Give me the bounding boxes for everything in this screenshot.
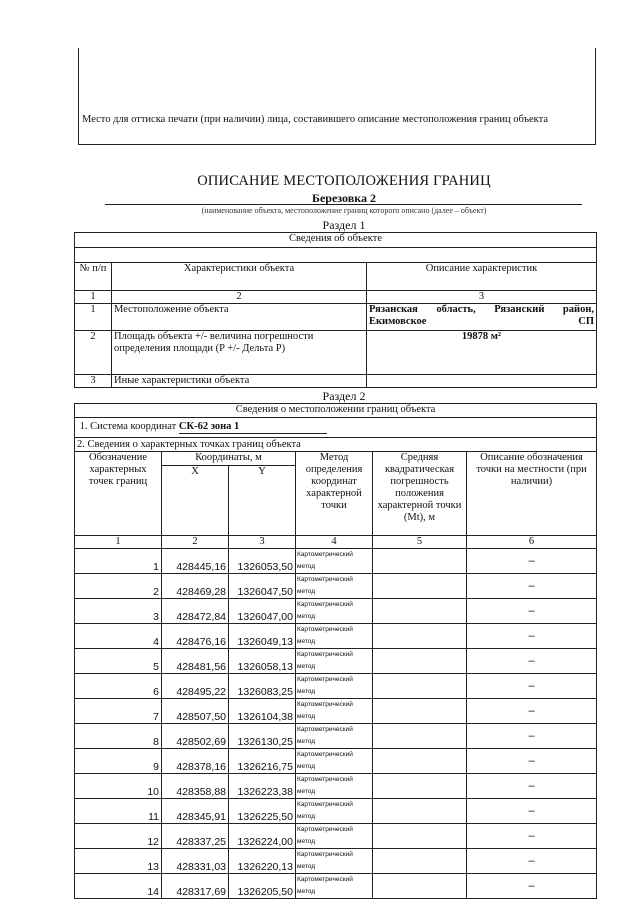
stamp-caption: Место для оттиска печати (при наличии) лица, составившего описание местоположения границ объекта <box>82 114 549 125</box>
col-x-header: X <box>162 466 229 536</box>
object-info-title: Сведения об объекте <box>75 233 597 248</box>
point-accuracy <box>373 824 467 849</box>
point-x: 428337,25 <box>162 824 229 849</box>
point-description: – <box>467 799 597 824</box>
point-description: – <box>467 549 597 574</box>
point-method: Картометрический метод <box>296 649 373 674</box>
point-x: 428358,88 <box>162 774 229 799</box>
point-description: – <box>467 749 597 774</box>
index-cell: 2 <box>162 536 229 549</box>
table-row <box>75 849 597 874</box>
point-method: Картометрический метод <box>296 874 373 899</box>
table-row <box>75 774 597 799</box>
point-method: Картометрический метод <box>296 674 373 699</box>
coord-system-row <box>75 418 597 438</box>
col-number-header: № п/п <box>75 263 112 291</box>
point-number: 11 <box>75 799 162 824</box>
point-y: 1326047,00 <box>229 599 296 624</box>
document-title: ОПИСАНИЕ МЕСТОПОЛОЖЕНИЯ ГРАНИЦ <box>197 173 491 189</box>
stamp-area <box>78 48 596 145</box>
object-caption: (наименование объекта, местоположение границ которого описано (далее – объект) <box>201 206 487 215</box>
point-x: 428472,84 <box>162 599 229 624</box>
point-x: 428507,50 <box>162 699 229 724</box>
row-number: 3 <box>75 375 112 388</box>
point-y: 1326104,38 <box>229 699 296 724</box>
point-x: 428502,69 <box>162 724 229 749</box>
points-body <box>75 549 597 899</box>
point-method: Картометрический метод <box>296 574 373 599</box>
point-y: 1326205,50 <box>229 874 296 899</box>
point-accuracy <box>373 599 467 624</box>
table-row <box>75 375 597 388</box>
row-value <box>367 375 597 388</box>
table-row <box>75 824 597 849</box>
point-accuracy <box>373 774 467 799</box>
point-number: 2 <box>75 574 162 599</box>
point-method: Картометрический метод <box>296 724 373 749</box>
point-method: Картометрический метод <box>296 824 373 849</box>
points-title: 2. Сведения о характерных точках границ объекта <box>75 438 597 452</box>
point-accuracy <box>373 699 467 724</box>
boundary-points-table <box>74 403 597 899</box>
section2-heading: Раздел 2 <box>322 389 366 403</box>
point-number: 1 <box>75 549 162 574</box>
point-number: 4 <box>75 624 162 649</box>
spacer-row <box>75 248 597 263</box>
point-x: 428345,91 <box>162 799 229 824</box>
point-y: 1326216,75 <box>229 749 296 774</box>
point-x: 428445,16 <box>162 549 229 574</box>
point-x: 428378,16 <box>162 749 229 774</box>
index-cell: 4 <box>296 536 373 549</box>
table-row <box>75 749 597 774</box>
point-accuracy <box>373 674 467 699</box>
row-label: Иные характеристики объекта <box>112 375 367 388</box>
point-y: 1326058,13 <box>229 649 296 674</box>
index-cell: 1 <box>75 536 162 549</box>
point-method: Картометрический метод <box>296 849 373 874</box>
point-number: 7 <box>75 699 162 724</box>
point-number: 9 <box>75 749 162 774</box>
point-description: – <box>467 674 597 699</box>
point-accuracy <box>373 799 467 824</box>
point-method: Картометрический метод <box>296 549 373 574</box>
col-designation-header: Обозначение характерных точек границ <box>75 452 162 536</box>
row-value: Рязанская область, Рязанский район, Екимовское СП <box>367 304 597 331</box>
point-method: Картометрический метод <box>296 774 373 799</box>
col-method-header: Метод определения координат характерной точки <box>296 452 373 536</box>
table-row <box>75 574 597 599</box>
index-cell: 3 <box>367 291 597 304</box>
point-x: 428495,22 <box>162 674 229 699</box>
col-characteristics-header: Характеристики объекта <box>112 263 367 291</box>
point-method: Картометрический метод <box>296 699 373 724</box>
point-method: Картометрический метод <box>296 599 373 624</box>
object-name: Березовка 2 <box>312 191 376 205</box>
point-number: 13 <box>75 849 162 874</box>
point-y: 1326224,00 <box>229 824 296 849</box>
col-accuracy-header: Средняя квадратическая погрешность положения характерной точки (Mt), м <box>373 452 467 536</box>
point-number: 8 <box>75 724 162 749</box>
col-description-header: Описание обозначения точки на местности (при наличии) <box>467 452 597 536</box>
row-number: 2 <box>75 331 112 375</box>
point-x: 428481,56 <box>162 649 229 674</box>
point-accuracy <box>373 849 467 874</box>
point-y: 1326225,50 <box>229 799 296 824</box>
point-accuracy <box>373 724 467 749</box>
row-value: 19878 м² <box>367 331 597 375</box>
table-row <box>75 874 597 899</box>
col-y-header: Y <box>229 466 296 536</box>
table-row <box>75 549 597 574</box>
row-label: Местоположение объекта <box>112 304 367 331</box>
table-row <box>75 674 597 699</box>
point-number: 3 <box>75 599 162 624</box>
index-cell: 1 <box>75 291 112 304</box>
point-number: 5 <box>75 649 162 674</box>
point-description: – <box>467 774 597 799</box>
index-cell: 6 <box>467 536 597 549</box>
table-row <box>75 624 597 649</box>
point-number: 14 <box>75 874 162 899</box>
point-accuracy <box>373 649 467 674</box>
point-accuracy <box>373 574 467 599</box>
table-row <box>75 799 597 824</box>
coord-system-label: 1. Система координат <box>79 421 177 432</box>
point-y: 1326220,13 <box>229 849 296 874</box>
row-number: 1 <box>75 304 112 331</box>
table-row <box>75 599 597 624</box>
row-label: Площадь объекта +/- величина погрешности определения площади (P +/- Дельта P) <box>112 331 367 375</box>
section1-heading: Раздел 1 <box>322 218 366 232</box>
point-x: 428469,28 <box>162 574 229 599</box>
point-y: 1326049,13 <box>229 624 296 649</box>
col-description-header: Описание характеристик <box>367 263 597 291</box>
point-accuracy <box>373 874 467 899</box>
point-y: 1326223,38 <box>229 774 296 799</box>
table-row <box>75 649 597 674</box>
point-description: – <box>467 574 597 599</box>
index-cell: 3 <box>229 536 296 549</box>
point-accuracy <box>373 749 467 774</box>
coord-system-value: СК-62 зона 1 <box>178 421 240 432</box>
point-accuracy <box>373 549 467 574</box>
index-cell: 2 <box>112 291 367 304</box>
point-x: 428476,16 <box>162 624 229 649</box>
boundary-table-title: Сведения о местоположении границ объекта <box>75 404 597 418</box>
point-description: – <box>467 874 597 899</box>
point-description: – <box>467 599 597 624</box>
point-description: – <box>467 649 597 674</box>
table-row <box>75 331 597 375</box>
table-row <box>75 304 597 331</box>
point-y: 1326130,25 <box>229 724 296 749</box>
col-coords-header: Координаты, м <box>162 452 296 466</box>
point-y: 1326053,50 <box>229 549 296 574</box>
table-row <box>75 699 597 724</box>
point-method: Картометрический метод <box>296 624 373 649</box>
point-y: 1326083,25 <box>229 674 296 699</box>
point-method: Картометрический метод <box>296 799 373 824</box>
object-info-table <box>74 232 597 388</box>
point-method: Картометрический метод <box>296 749 373 774</box>
point-number: 6 <box>75 674 162 699</box>
object-name-underline <box>105 204 582 205</box>
point-description: – <box>467 724 597 749</box>
point-x: 428331,03 <box>162 849 229 874</box>
point-number: 12 <box>75 824 162 849</box>
point-number: 10 <box>75 774 162 799</box>
point-description: – <box>467 824 597 849</box>
point-description: – <box>467 624 597 649</box>
table-row <box>75 724 597 749</box>
point-accuracy <box>373 624 467 649</box>
point-description: – <box>467 849 597 874</box>
point-y: 1326047,50 <box>229 574 296 599</box>
point-x: 428317,69 <box>162 874 229 899</box>
index-cell: 5 <box>373 536 467 549</box>
point-description: – <box>467 699 597 724</box>
